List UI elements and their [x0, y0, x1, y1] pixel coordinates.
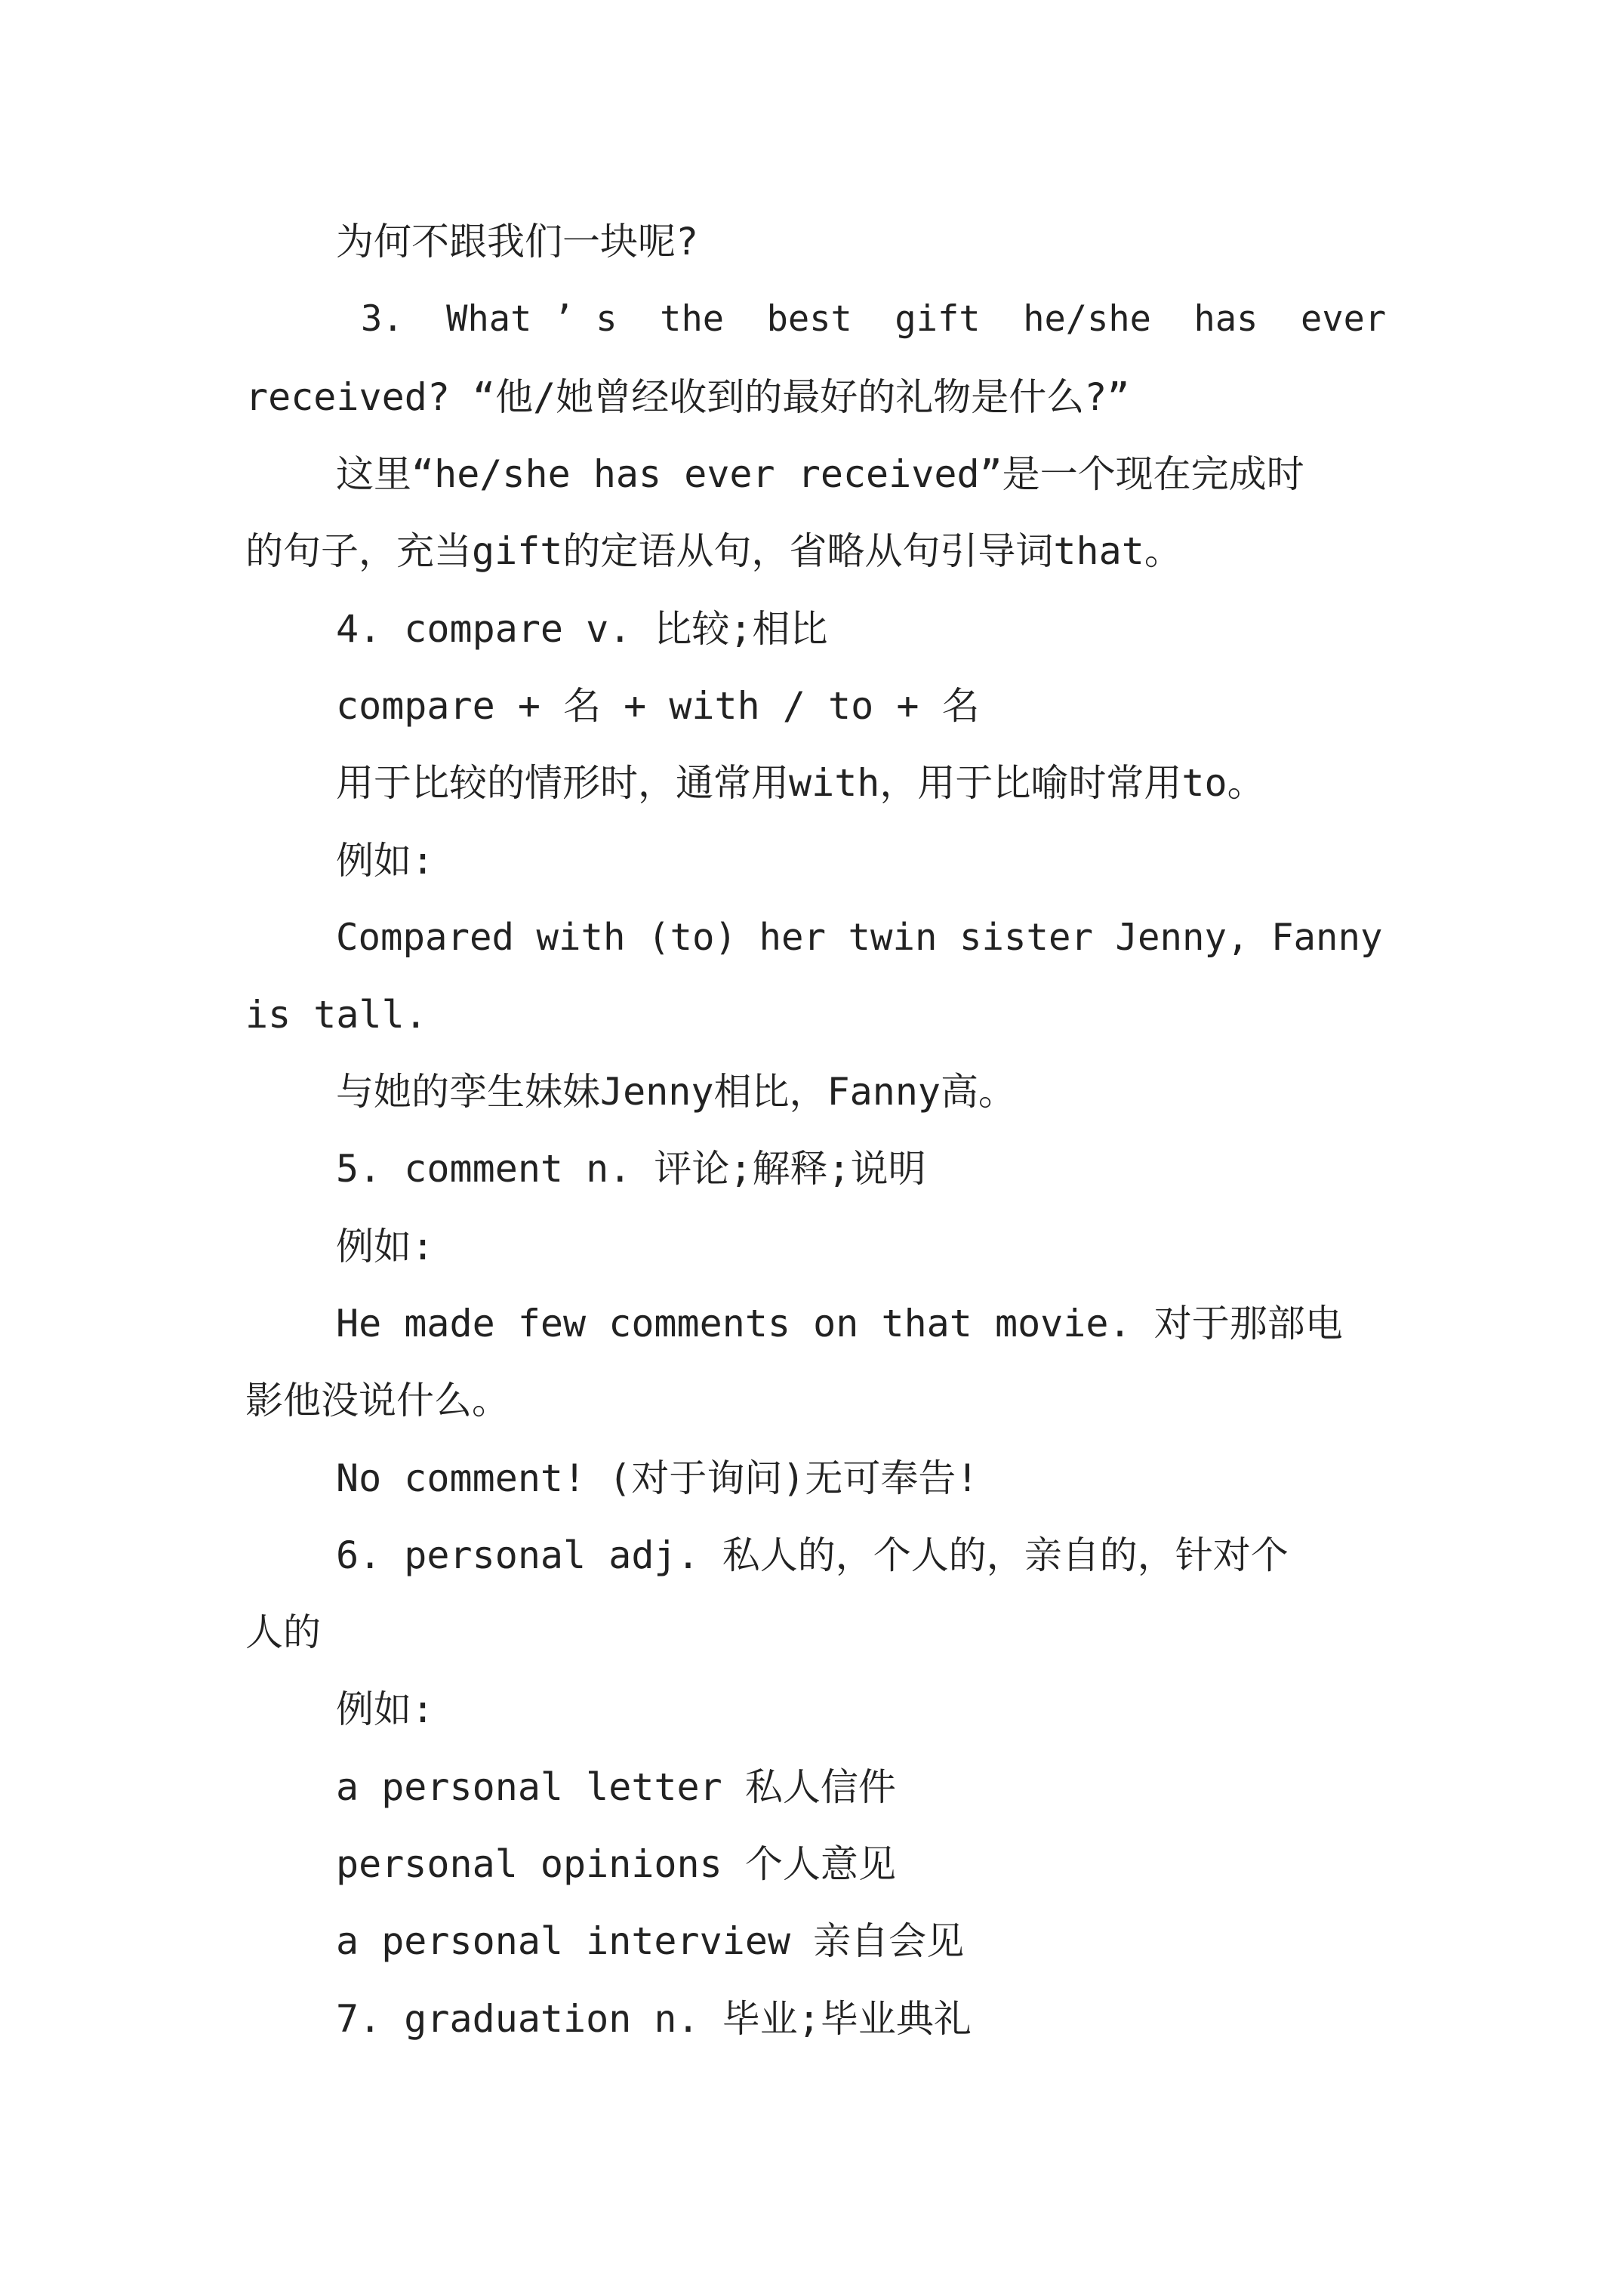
text-line: received? “他/她曾经收到的最好的礼物是什么?”	[245, 375, 1130, 419]
text-line: is tall.	[245, 993, 427, 1037]
text-line: a personal letter 私人信件	[336, 1765, 896, 1809]
text-line: 人的	[245, 1610, 321, 1654]
text-line: 例如:	[336, 1225, 435, 1268]
text-line: personal opinions 个人意见	[336, 1842, 896, 1886]
text-line: 5. comment n. 评论;解释;说明	[336, 1147, 926, 1191]
text-line: 4. compare v. 比较;相比	[336, 607, 828, 651]
text-line: 与她的孪生妹妹Jenny相比，Fanny高。	[336, 1070, 1017, 1114]
text-line: 例如:	[336, 1687, 435, 1731]
text-line: 为何不跟我们一块呢?	[336, 220, 699, 264]
text-line: 这里“he/she has ever received”是一个现在完成时	[336, 452, 1304, 496]
text-line: 6. personal adj. 私人的，个人的，亲自的，针对个	[336, 1533, 1289, 1577]
text-line: He made few comments on that movie. 对于那部电	[336, 1302, 1343, 1345]
text-line: 3. What ’ s the best gift he/she has ever	[361, 298, 1387, 340]
text-line: 用于比较的情形时，通常用with，用于比喻时常用to。	[336, 761, 1265, 805]
text-line: 例如:	[336, 839, 435, 883]
text-line: Compared with (to) her twin sister Jenny, Fanny	[336, 916, 1383, 959]
text-line: 的句子，充当gift的定语从句，省略从句引导词that。	[245, 529, 1182, 573]
text-line: 影他没说什么。	[245, 1379, 510, 1422]
text-line: No comment! (对于询问)无可奉告!	[336, 1456, 979, 1500]
text-line: 7. graduation n. 毕业;毕业典礼	[336, 1997, 972, 2041]
text-line: a personal interview 亲自会见	[336, 1919, 965, 1963]
text-line: compare + 名 + with / to + 名	[336, 684, 980, 728]
